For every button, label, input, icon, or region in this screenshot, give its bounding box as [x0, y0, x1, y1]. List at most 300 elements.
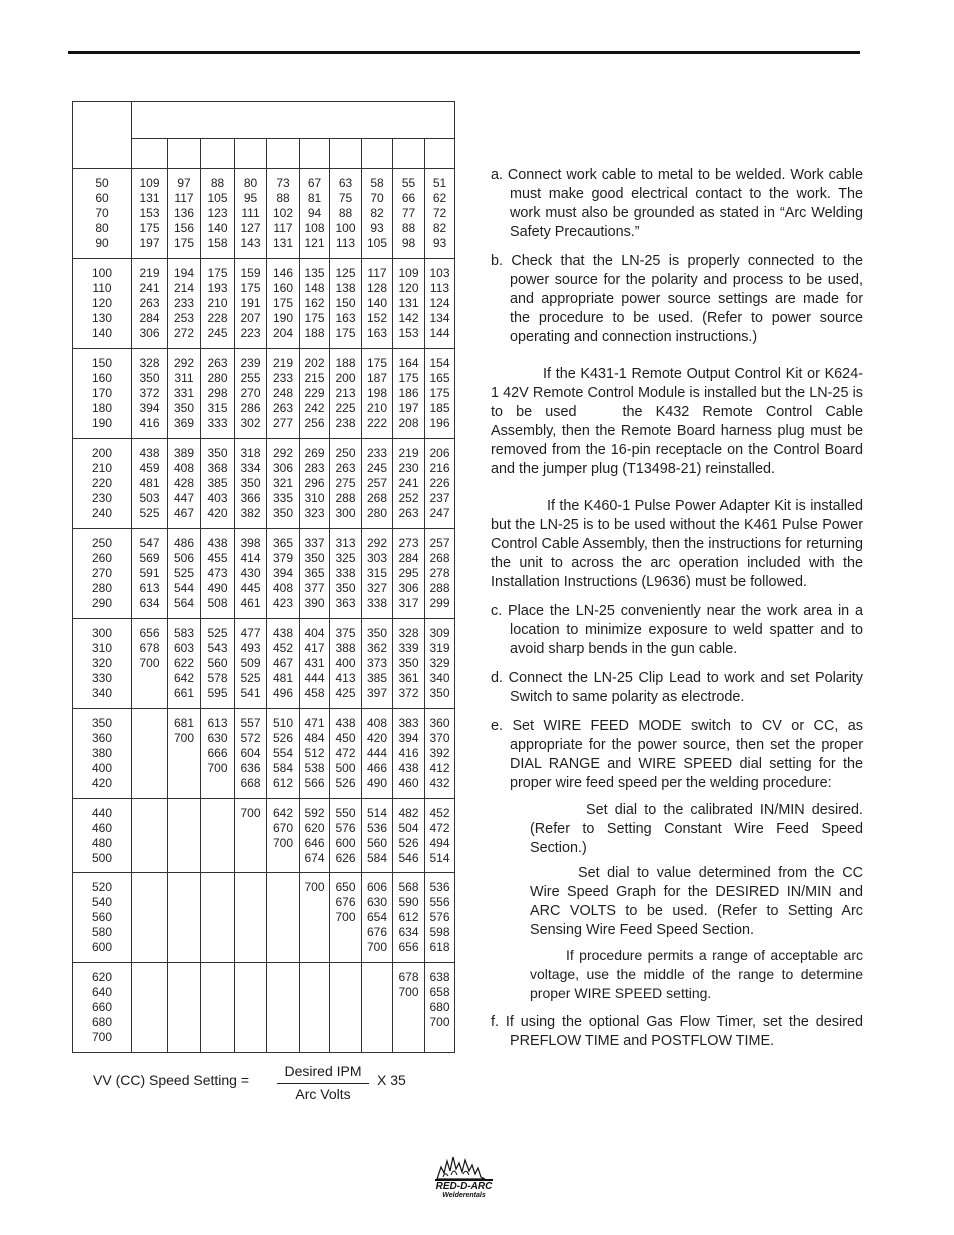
ipm-value: 310 [91, 641, 113, 655]
table-row [73, 709, 455, 799]
speed-value: 459 [139, 461, 160, 475]
speed-value: 638 [429, 970, 450, 984]
speed-value: 447 [173, 491, 195, 505]
speed-cell [330, 709, 362, 799]
speed-value: 508 [207, 596, 228, 610]
speed-value: 253 [173, 311, 195, 325]
speed-value: 383 [398, 716, 419, 730]
speed-value: 472 [335, 746, 356, 760]
ipm-value: 100 [91, 266, 113, 280]
speed-value: 676 [366, 925, 388, 939]
speed-cell [330, 873, 362, 963]
speed-cell [300, 619, 330, 709]
volts-header-cell [132, 102, 455, 139]
speed-value: 190 [272, 311, 294, 325]
speed-cell [235, 259, 267, 349]
speed-value: 230 [398, 461, 419, 475]
ipm-cell [73, 709, 132, 799]
speed-value: 63 [338, 176, 353, 190]
speed-value: 153 [398, 326, 419, 340]
table-row [73, 259, 455, 349]
speed-value: 444 [304, 671, 325, 685]
speed-value: 315 [207, 401, 228, 415]
step-e: e. Set WIRE FEED MODE switch to CV or CC, as appropriate for the power source, then set the proper DIAL RANGE and WIRE SPEED dial setting for the proper wire feed speed per the welding procedure: [491, 718, 863, 791]
speed-value: 467 [272, 656, 294, 670]
speed-value: 117 [367, 266, 387, 280]
procedure-column [491, 166, 863, 1061]
speed-value: 350 [240, 476, 261, 490]
formula-label: VV (CC) Speed Setting = [93, 1072, 250, 1088]
speed-value: 185 [429, 401, 450, 415]
logo-subtitle: Welderentals [442, 1192, 486, 1199]
speed-cell [235, 873, 267, 963]
step-c: c. Place the LN-25 conveniently near the work area in a location to minimize exposure to weld spatter and to avoid sharp bends in the gun cable. [491, 603, 863, 657]
speed-value: 292 [173, 356, 195, 370]
speed-value: 365 [304, 566, 325, 580]
speed-value: 646 [304, 836, 325, 850]
speed-value: 302 [240, 416, 261, 430]
speed-cell [168, 619, 201, 709]
speed-value: 431 [304, 656, 325, 670]
speed-value: 210 [366, 401, 388, 415]
speed-cell [362, 169, 393, 259]
speed-cell [425, 619, 455, 709]
speed-cell [300, 709, 330, 799]
ipm-cell [73, 439, 132, 529]
speed-value: 175 [335, 326, 356, 340]
speed-value: 197 [398, 401, 419, 415]
speed-value: 310 [304, 491, 325, 505]
speed-value: 309 [429, 626, 450, 640]
speed-value: 408 [366, 716, 388, 730]
speed-value: 385 [207, 476, 228, 490]
speed-value: 131 [272, 236, 294, 250]
speed-cell [393, 529, 425, 619]
speed-cell [235, 349, 267, 439]
volts-column-header [300, 139, 330, 169]
speed-cell [330, 799, 362, 873]
ipm-header-cell [73, 102, 132, 169]
speed-value: 630 [207, 731, 228, 745]
speed-value: 392 [429, 746, 450, 760]
speed-value: 223 [240, 326, 261, 340]
speed-value: 134 [429, 311, 450, 325]
speed-cell [168, 709, 201, 799]
speed-cell [300, 873, 330, 963]
ipm-value: 500 [91, 851, 113, 865]
speed-cell [362, 529, 393, 619]
speed-value: 430 [240, 566, 261, 580]
speed-value: 365 [272, 536, 294, 550]
speed-value: 337 [304, 536, 325, 550]
speed-value: 70 [370, 191, 384, 205]
ipm-value: 460 [91, 821, 113, 835]
speed-value: 144 [429, 326, 450, 340]
speed-value: 257 [429, 536, 450, 550]
speed-value: 420 [207, 506, 228, 520]
volts-column-header [201, 139, 235, 169]
speed-value: 306 [398, 581, 419, 595]
speed-value: 105 [366, 236, 388, 250]
speed-value: 128 [366, 281, 388, 295]
ipm-value: 520 [91, 880, 113, 894]
speed-value: 162 [304, 296, 325, 310]
speed-value: 140 [366, 296, 388, 310]
speed-value: 416 [398, 746, 419, 760]
speed-value: 438 [207, 536, 228, 550]
speed-value: 363 [335, 596, 356, 610]
speed-value: 241 [139, 281, 160, 295]
speed-value: 526 [335, 776, 356, 790]
speed-value: 612 [272, 776, 294, 790]
speed-value: 423 [272, 596, 294, 610]
speed-cell [201, 439, 235, 529]
table-row [73, 349, 455, 439]
speed-value: 207 [240, 311, 261, 325]
speed-value: 72 [432, 206, 447, 220]
speed-value: 390 [304, 596, 325, 610]
speed-cell [425, 709, 455, 799]
speed-cell [300, 799, 330, 873]
speed-value: 591 [139, 566, 160, 580]
ipm-value: 170 [91, 386, 113, 400]
speed-cell [362, 799, 393, 873]
speed-value: 490 [366, 776, 388, 790]
speed-value: 100 [335, 221, 356, 235]
speed-value: 219 [398, 446, 419, 460]
speed-value: 584 [272, 761, 294, 775]
speed-value: 81 [307, 191, 322, 205]
speed-value: 385 [366, 671, 388, 685]
speed-cell [267, 529, 300, 619]
speed-value: 362 [366, 641, 388, 655]
ipm-cell [73, 799, 132, 873]
speed-value: 175 [429, 386, 450, 400]
speed-cell [362, 709, 393, 799]
speed-value: 481 [139, 476, 160, 490]
speed-cell [362, 619, 393, 709]
speed-value: 654 [366, 910, 388, 924]
speed-cell [300, 349, 330, 439]
speed-cell [425, 349, 455, 439]
speed-value: 140 [207, 221, 228, 235]
speed-value: 295 [398, 566, 419, 580]
speed-value: 117 [174, 191, 194, 205]
speed-cell [132, 709, 168, 799]
speed-value: 700 [398, 985, 419, 999]
speed-value: 191 [240, 296, 261, 310]
speed-value: 196 [429, 416, 450, 430]
speed-value: 438 [335, 716, 356, 730]
table-row [73, 439, 455, 529]
speed-value: 658 [429, 985, 450, 999]
speed-value: 131 [398, 296, 419, 310]
speed-cell [300, 259, 330, 349]
speed-value: 389 [173, 446, 195, 460]
speed-value: 188 [304, 326, 325, 340]
speed-value: 280 [366, 506, 388, 520]
ipm-value: 540 [91, 895, 113, 909]
speed-value: 394 [272, 566, 294, 580]
speed-cell [330, 349, 362, 439]
ipm-value: 270 [91, 566, 113, 580]
ipm-value: 240 [91, 506, 113, 520]
speed-cell [168, 529, 201, 619]
red-d-arc-logo-icon [433, 1153, 495, 1199]
ipm-value: 260 [91, 551, 113, 565]
speed-value: 325 [335, 551, 356, 565]
speed-value: 681 [173, 716, 195, 730]
speed-cell [330, 439, 362, 529]
step-e-cc: Set dial to value determined from the CC Wire Speed Graph for the DESIRED IN/MIN and ARC VOLTS to be used. (Refer to Setting Arc Sensing Wire Feed Speed Section. [530, 865, 863, 938]
speed-value: 438 [272, 626, 294, 640]
speed-value: 490 [207, 581, 228, 595]
speed-value: 583 [173, 626, 195, 640]
speed-value: 700 [366, 940, 388, 954]
cc-speed-table [72, 101, 455, 1053]
red-d-arc-logo [433, 1153, 495, 1199]
speed-value: 123 [207, 206, 228, 220]
speed-value: 606 [366, 880, 388, 894]
speed-value: 188 [335, 356, 356, 370]
speed-cell [267, 439, 300, 529]
speed-value: 338 [366, 596, 388, 610]
speed-value: 526 [272, 731, 294, 745]
speed-value: 525 [173, 566, 195, 580]
speed-value: 460 [398, 776, 419, 790]
speed-value: 288 [429, 581, 450, 595]
speed-value: 569 [139, 551, 160, 565]
speed-value: 80 [243, 176, 258, 190]
speed-value: 204 [272, 326, 294, 340]
speed-cell [201, 259, 235, 349]
speed-cell [201, 709, 235, 799]
speed-value: 525 [207, 626, 228, 640]
speed-value: 216 [429, 461, 450, 475]
speed-value: 327 [366, 581, 388, 595]
speed-value: 88 [276, 191, 290, 205]
speed-value: 656 [398, 940, 419, 954]
speed-value: 458 [304, 686, 325, 700]
ipm-value: 330 [91, 671, 113, 685]
speed-cell [393, 873, 425, 963]
speed-value: 263 [139, 296, 160, 310]
speed-value: 350 [429, 686, 450, 700]
speed-value: 148 [304, 281, 325, 295]
ipm-value: 360 [91, 731, 113, 745]
speed-value: 163 [366, 326, 388, 340]
speed-value: 700 [240, 806, 261, 820]
speed-value: 165 [429, 371, 450, 385]
speed-cell [425, 169, 455, 259]
ipm-value: 680 [91, 1015, 113, 1029]
speed-value: 536 [429, 880, 450, 894]
speed-cell [267, 349, 300, 439]
speed-value: 62 [432, 191, 447, 205]
ipm-value: 140 [91, 326, 113, 340]
speed-value: 408 [272, 581, 294, 595]
speed-value: 642 [272, 806, 294, 820]
speed-value: 403 [207, 491, 228, 505]
speed-value: 379 [272, 551, 294, 565]
speed-value: 678 [398, 970, 419, 984]
speed-value: 113 [335, 236, 356, 250]
speed-value: 603 [173, 641, 195, 655]
speed-value: 215 [304, 371, 325, 385]
speed-value: 674 [304, 851, 325, 865]
speed-value: 270 [240, 386, 261, 400]
speed-value: 634 [139, 596, 160, 610]
speed-cell [168, 963, 201, 1053]
speed-value: 514 [429, 851, 450, 865]
speed-value: 700 [173, 731, 195, 745]
speed-cell [168, 439, 201, 529]
speed-value: 284 [398, 551, 419, 565]
speed-value: 284 [139, 311, 160, 325]
formula-multiplier: X 35 [377, 1072, 406, 1088]
table-row [73, 873, 455, 963]
speed-value: 303 [366, 551, 388, 565]
ipm-value: 90 [95, 236, 109, 250]
speed-cell [235, 169, 267, 259]
speed-value: 506 [173, 551, 195, 565]
speed-value: 55 [401, 176, 416, 190]
table-row [73, 963, 455, 1053]
speed-value: 77 [401, 206, 416, 220]
speed-value: 560 [366, 836, 388, 850]
speed-value: 225 [335, 401, 356, 415]
speed-value: 432 [429, 776, 450, 790]
speed-cell [132, 259, 168, 349]
volts-column-header [425, 139, 455, 169]
speed-value: 306 [272, 461, 294, 475]
step-d: d. Connect the LN-25 Clip Lead to work and set Polarity Switch to same polarity as electrode. [491, 670, 863, 705]
speed-cell [132, 799, 168, 873]
speed-value: 269 [304, 446, 325, 460]
speed-value: 526 [398, 836, 419, 850]
speed-value: 153 [139, 206, 160, 220]
speed-value: 400 [335, 656, 356, 670]
speed-value: 560 [207, 656, 228, 670]
speed-value: 412 [429, 761, 450, 775]
speed-value: 252 [398, 491, 419, 505]
speed-value: 417 [304, 641, 325, 655]
table-row [73, 169, 455, 259]
speed-cell [235, 619, 267, 709]
ipm-value: 230 [91, 491, 113, 505]
speed-value: 263 [207, 356, 228, 370]
ipm-value: 620 [91, 970, 113, 984]
speed-value: 154 [429, 356, 450, 370]
speed-value: 88 [338, 206, 353, 220]
speed-value: 250 [335, 446, 356, 460]
step-e-note: If procedure permits a range of acceptable arc voltage, use the middle of the range to determine proper WIRE SPEED setting. [530, 947, 863, 1001]
ipm-value: 50 [95, 176, 109, 190]
volts-column-header [362, 139, 393, 169]
speed-value: 124 [429, 296, 450, 310]
ipm-cell [73, 619, 132, 709]
ipm-value: 200 [91, 446, 113, 460]
ipm-cell [73, 873, 132, 963]
speed-value: 620 [304, 821, 325, 835]
ipm-value: 180 [91, 401, 113, 415]
speed-value: 213 [335, 386, 356, 400]
speed-value: 175 [207, 266, 228, 280]
speed-cell [393, 619, 425, 709]
speed-value: 509 [240, 656, 261, 670]
speed-cell [267, 259, 300, 349]
speed-value: 361 [398, 671, 419, 685]
ipm-value: 80 [95, 221, 109, 235]
speed-value: 360 [429, 716, 450, 730]
table-row [73, 799, 455, 873]
speed-value: 477 [240, 626, 261, 640]
speed-value: 313 [335, 536, 356, 550]
speed-cell [132, 873, 168, 963]
speed-value: 372 [398, 686, 419, 700]
table-row [73, 619, 455, 709]
formula-fraction-bar [277, 1083, 369, 1084]
speed-value: 135 [304, 266, 325, 280]
speed-cell [267, 963, 300, 1053]
speed-value: 568 [398, 880, 419, 894]
speed-cell [235, 529, 267, 619]
speed-cell [201, 799, 235, 873]
speed-cell [393, 799, 425, 873]
speed-value: 394 [139, 401, 160, 415]
speed-value: 242 [304, 401, 325, 415]
speed-value: 51 [432, 176, 447, 190]
speed-value: 554 [272, 746, 294, 760]
speed-value: 413 [335, 671, 356, 685]
speed-value: 319 [429, 641, 450, 655]
speed-cell [267, 873, 300, 963]
volts-column-header [267, 139, 300, 169]
speed-value: 670 [272, 821, 294, 835]
speed-cell [425, 963, 455, 1053]
speed-value: 233 [173, 296, 195, 310]
speed-value: 108 [304, 221, 325, 235]
speed-value: 93 [432, 236, 447, 250]
ipm-value: 160 [91, 371, 113, 385]
ipm-value: 190 [91, 416, 113, 430]
ipm-value: 700 [91, 1030, 113, 1044]
speed-value: 113 [429, 281, 450, 295]
speed-value: 331 [173, 386, 195, 400]
speed-value: 219 [139, 266, 160, 280]
speed-cell [168, 349, 201, 439]
speed-value: 248 [272, 386, 294, 400]
speed-value: 452 [429, 806, 450, 820]
volts-column-header [393, 139, 425, 169]
speed-cell [393, 963, 425, 1053]
ipm-value: 280 [91, 581, 113, 595]
speed-value: 329 [429, 656, 450, 670]
speed-value: 613 [139, 581, 160, 595]
speed-value: 194 [173, 266, 195, 280]
speed-value: 500 [335, 761, 356, 775]
speed-value: 466 [366, 761, 388, 775]
ipm-value: 220 [91, 476, 113, 490]
speed-value: 88 [401, 221, 416, 235]
speed-value: 292 [272, 446, 294, 460]
speed-value: 543 [207, 641, 228, 655]
speed-value: 420 [366, 731, 388, 745]
speed-value: 525 [139, 506, 160, 520]
formula-denominator: Arc Volts [295, 1086, 351, 1102]
speed-value: 350 [173, 401, 195, 415]
ipm-value: 110 [92, 281, 112, 295]
